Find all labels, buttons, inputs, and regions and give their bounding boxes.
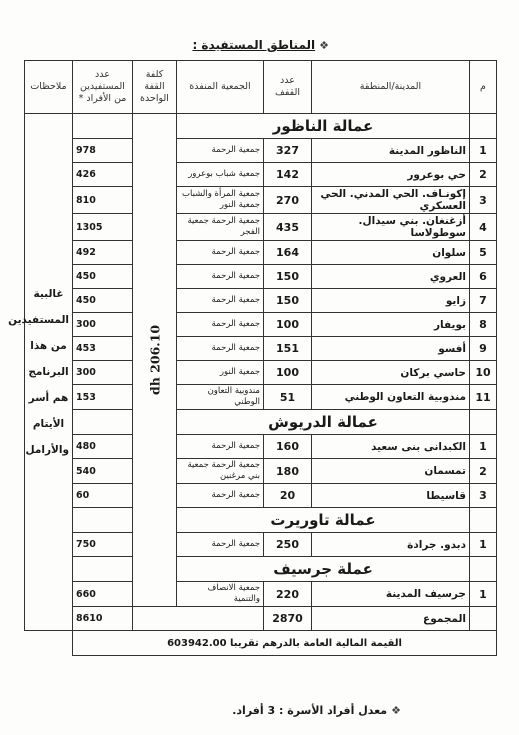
row-beneficiaries: 492 [73, 241, 133, 265]
row-association: جمعية المرأة والشباب جمعية النور [177, 187, 264, 214]
row-index: 2 [470, 163, 497, 187]
cost-per-unit-cell [133, 114, 177, 607]
region-empty-benef [73, 508, 133, 533]
region-empty-idx [470, 557, 497, 582]
row-association: جمعية الرحمة [177, 313, 264, 337]
row-index: 3 [470, 484, 497, 508]
row-index: 7 [470, 289, 497, 313]
row-index: 1 [470, 139, 497, 163]
col-header-beneficiaries: عدد المستفيدين من الأفراد * [73, 61, 133, 114]
row-beneficiaries: 540 [73, 459, 133, 484]
row-index: 4 [470, 214, 497, 241]
row-units: 180 [264, 459, 312, 484]
notes-line: غالبية [33, 288, 64, 300]
row-association: جمعية الرحمة جمعية الفجر [177, 214, 264, 241]
row-index: 3 [470, 187, 497, 214]
row-city: زايو [312, 289, 470, 313]
col-header-notes: ملاحظات [25, 61, 73, 114]
row-index: 1 [470, 533, 497, 557]
bullet-icon: ❖ [391, 704, 401, 717]
row-beneficiaries: 300 [73, 313, 133, 337]
region-title: عمالة الناظور [177, 114, 470, 139]
region-row [25, 508, 497, 533]
row-association: جمعية الرحمة [177, 241, 264, 265]
row-association: مندوبية التعاون الوطني [177, 385, 264, 410]
region-title: عمالة تاوريرت [177, 508, 470, 533]
row-association: جمعية شباب بوعرور [177, 163, 264, 187]
row-beneficiaries: 978 [73, 139, 133, 163]
row-units: 327 [264, 139, 312, 163]
table-row [25, 484, 497, 508]
row-beneficiaries: 450 [73, 289, 133, 313]
row-beneficiaries: 300 [73, 361, 133, 385]
totals-row [25, 607, 497, 631]
grand-total-value: القيمة المالية العامة بالدرهم تقريبا 603942.00 [73, 631, 497, 656]
region-title: عمالة الدريوش [177, 410, 470, 435]
table-row [25, 241, 497, 265]
row-units: 164 [264, 241, 312, 265]
row-beneficiaries: 426 [73, 163, 133, 187]
row-units: 150 [264, 289, 312, 313]
table-row [25, 533, 497, 557]
table-row [25, 337, 497, 361]
row-city: حاسي بركان [312, 361, 470, 385]
row-units: 20 [264, 484, 312, 508]
footer-text: معدل أفراد الأسرة : 3 أفراد. [232, 704, 388, 717]
row-units: 435 [264, 214, 312, 241]
totals-beneficiaries: 8610 [73, 607, 133, 631]
row-association: جمعية الرحمة [177, 337, 264, 361]
row-units: 100 [264, 361, 312, 385]
row-city: إكونـاف. الحي المدني. الحي العسكري [312, 187, 470, 214]
row-index: 9 [470, 337, 497, 361]
row-beneficiaries: 750 [73, 533, 133, 557]
row-units: 151 [264, 337, 312, 361]
row-units: 160 [264, 435, 312, 459]
row-index: 8 [470, 313, 497, 337]
row-city: العروي [312, 265, 470, 289]
row-city: بويفار [312, 313, 470, 337]
row-city: مندوبية التعاون الوطني [312, 385, 470, 410]
row-association: جمعية الرحمة [177, 533, 264, 557]
row-association: جمعية الانصاف والتنمية [177, 582, 264, 607]
table-row [25, 435, 497, 459]
row-beneficiaries: 480 [73, 435, 133, 459]
row-city: قاسيطا [312, 484, 470, 508]
region-empty-idx [470, 410, 497, 435]
row-index: 1 [470, 435, 497, 459]
region-title: عملة جرسيف [177, 557, 470, 582]
row-city: سلوان [312, 241, 470, 265]
table-row [25, 265, 497, 289]
notes-cell [8, 114, 73, 631]
region-empty-benef [73, 410, 133, 435]
row-association: جمعية الرحمة [177, 484, 264, 508]
row-city: جرسيف المدينة [312, 582, 470, 607]
row-association: جمعية الرحمة [177, 289, 264, 313]
table-row [25, 385, 497, 410]
heading-text: المناطق المستفيدة : [192, 38, 316, 52]
table-row [25, 214, 497, 241]
notes-line: البرنامج [28, 366, 69, 378]
totals-empty-idx [470, 607, 497, 631]
row-association: جمعية الرحمة جمعية بني مرغنين [177, 459, 264, 484]
table-row [25, 582, 497, 607]
row-index: 6 [470, 265, 497, 289]
row-index: 11 [470, 385, 497, 410]
table-row [25, 163, 497, 187]
cost-per-unit-value: 206.10 dh [147, 324, 162, 396]
row-units: 100 [264, 313, 312, 337]
notes-line: والأرامل [25, 444, 69, 456]
notes-line: المستفيدين [8, 314, 69, 326]
row-beneficiaries: 810 [73, 187, 133, 214]
col-header-idx: م [470, 61, 497, 114]
table-row [25, 361, 497, 385]
header-row [25, 61, 497, 114]
row-association: جمعية الرحمة [177, 265, 264, 289]
grand-total-row [25, 631, 497, 656]
row-units: 250 [264, 533, 312, 557]
row-city: دبدو. جرادة [312, 533, 470, 557]
row-index: 10 [470, 361, 497, 385]
totals-empty-assoc [133, 607, 264, 631]
beneficiary-table [8, 60, 497, 656]
row-index: 1 [470, 582, 497, 607]
region-row [25, 114, 497, 139]
row-beneficiaries: 153 [73, 385, 133, 410]
table-row [25, 459, 497, 484]
totals-label: المجموع [312, 607, 470, 631]
col-header-assoc: الجمعية المنفذة [177, 61, 264, 114]
table-row [25, 313, 497, 337]
row-association: جمعية الرحمة [177, 139, 264, 163]
row-city: تمسمان [312, 459, 470, 484]
bullet-icon: ❖ [319, 39, 329, 52]
row-association: جمعية الرحمة [177, 435, 264, 459]
region-empty-benef [73, 114, 133, 139]
row-beneficiaries: 60 [73, 484, 133, 508]
row-beneficiaries: 450 [73, 265, 133, 289]
region-row [25, 410, 497, 435]
totals-units: 2870 [264, 607, 312, 631]
table-row [25, 289, 497, 313]
region-empty-benef [73, 557, 133, 582]
table-row [25, 139, 497, 163]
row-units: 270 [264, 187, 312, 214]
region-row [25, 557, 497, 582]
row-beneficiaries: 1305 [73, 214, 133, 241]
row-city: الكبدانى بنى سعيد [312, 435, 470, 459]
row-city: حي بوعرور [312, 163, 470, 187]
row-units: 150 [264, 265, 312, 289]
notes-line: هم أسر [28, 392, 69, 404]
row-units: 142 [264, 163, 312, 187]
notes-line: الأيتام [32, 418, 65, 430]
footer-note [232, 704, 401, 717]
row-city: أزغنغان. بني سيدال. سوطولاسا [312, 214, 470, 241]
row-beneficiaries: 660 [73, 582, 133, 607]
region-empty-idx [470, 508, 497, 533]
table-row [25, 187, 497, 214]
col-header-city: المدينة/المنطقة [312, 61, 470, 114]
col-header-units: عدد القفف [264, 61, 312, 114]
row-city: أفسو [312, 337, 470, 361]
col-header-cost: كلفة القفة الواحدة [133, 61, 177, 114]
row-index: 2 [470, 459, 497, 484]
row-beneficiaries: 453 [73, 337, 133, 361]
notes-line: من هذا [30, 340, 67, 352]
row-index: 5 [470, 241, 497, 265]
row-units: 51 [264, 385, 312, 410]
row-city: الناظور المدينة [312, 139, 470, 163]
row-units: 220 [264, 582, 312, 607]
region-empty-idx [470, 114, 497, 139]
section-heading [192, 38, 329, 52]
row-association: جمعية النور [177, 361, 264, 385]
